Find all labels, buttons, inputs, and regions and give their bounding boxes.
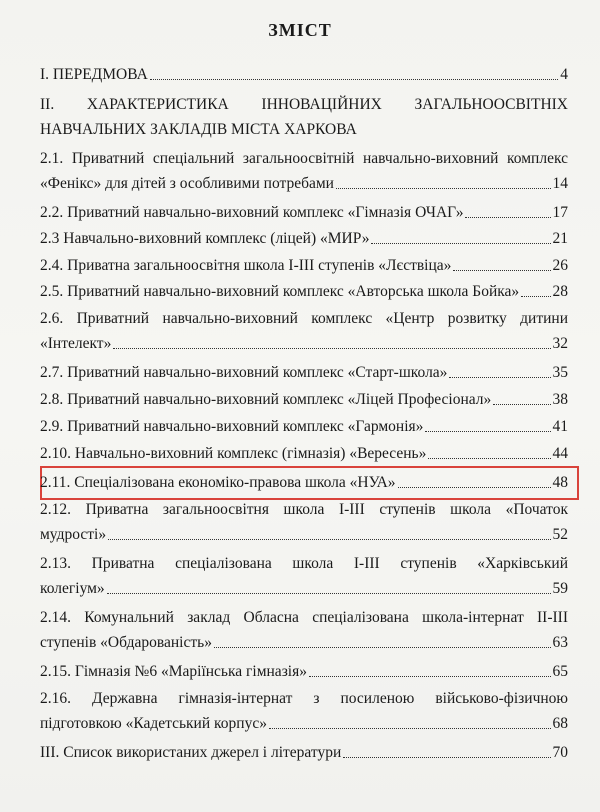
- page-number: 17: [552, 204, 568, 221]
- dot-leader: [113, 348, 550, 349]
- page-number: 52: [552, 526, 568, 543]
- toc-entry-text: ІІ. ХАРАКТЕРИСТИКА ІННОВАЦІЙНИХ ЗАГАЛЬНООСВІТНІХ: [40, 96, 568, 113]
- dot-leader: [309, 676, 551, 677]
- toc-line: [40, 441, 568, 466]
- toc-entry: [40, 360, 568, 385]
- toc-entry-text: 2.16. Державна гімназія-інтернат з посиленою військово-фізичною: [40, 690, 568, 707]
- toc-entry: [40, 387, 568, 412]
- toc-entry-text: 2.7. Приватний навчально-виховний комплекс «Старт-школа»: [40, 364, 448, 381]
- toc-entry: [40, 470, 568, 495]
- toc-entry-text: 2.4. Приватна загальноосвітня школа І-ІІІ ступенів «Лєствіца»: [40, 257, 452, 274]
- toc-line: [40, 630, 568, 655]
- page-number: 35: [552, 364, 568, 381]
- toc-line: [40, 470, 568, 495]
- dot-leader: [428, 458, 550, 459]
- page-title: ЗМІСТ: [268, 20, 332, 40]
- toc-entry: [40, 686, 568, 736]
- toc-entry: [40, 740, 568, 765]
- dot-leader: [465, 217, 550, 218]
- dot-leader: [343, 757, 550, 758]
- toc-entry: [40, 441, 568, 466]
- page-number: 48: [552, 474, 568, 491]
- toc-entry-text: 2.1. Приватний спеціальний загальноосвітній навчально-виховний комплекс: [40, 150, 568, 167]
- dot-leader: [425, 431, 550, 432]
- toc-entry-text: 2.14. Комунальний заклад Обласна спеціалізована школа-інтернат ІІ-ІІІ: [40, 609, 568, 626]
- toc-entry-text: підготовкою «Кадетський корпус»: [40, 715, 267, 732]
- page-number: 38: [552, 391, 568, 408]
- toc-entry: [40, 92, 568, 142]
- toc-entry: [40, 414, 568, 439]
- toc-line: [40, 171, 568, 196]
- toc-line: [40, 576, 568, 601]
- toc-entry-text: колегіум»: [40, 580, 105, 597]
- toc-entry: [40, 497, 568, 547]
- page-number: 59: [552, 580, 568, 597]
- page-number: 70: [552, 744, 568, 761]
- toc-line: [40, 226, 568, 251]
- dot-leader: [108, 539, 550, 540]
- dot-leader: [269, 728, 551, 729]
- toc-entry-text: 2.12. Приватна загальноосвітня школа І-ІІІ ступенів школа «Початок: [40, 501, 568, 518]
- toc-line: [40, 711, 568, 736]
- toc-entry: [40, 306, 568, 356]
- dot-leader: [521, 296, 550, 297]
- page-number: 41: [552, 418, 568, 435]
- toc-entry-text: «Інтелект»: [40, 335, 112, 352]
- toc-entry-text: 2.15. Гімназія №6 «Маріїнська гімназія»: [40, 663, 307, 680]
- toc-entry-text: НАВЧАЛЬНИХ ЗАКЛАДІВ МІСТА ХАРКОВА: [40, 121, 357, 138]
- toc-entry-text: мудрості»: [40, 526, 107, 543]
- toc-line: [40, 387, 568, 412]
- toc-line: [40, 360, 568, 385]
- toc-entry: [40, 146, 568, 196]
- dot-leader: [449, 377, 550, 378]
- toc-line: [40, 331, 568, 356]
- page-number: 68: [552, 715, 568, 732]
- page-number: 28: [552, 283, 568, 300]
- page-number: 63: [552, 634, 568, 651]
- dot-leader: [398, 487, 551, 488]
- toc-line: [40, 279, 568, 304]
- toc-line: [40, 414, 568, 439]
- toc-entry-text: І. ПЕРЕДМОВА: [40, 66, 148, 83]
- toc-entry-text: 2.2. Приватний навчально-виховний комплекс «Гімназія ОЧАГ»: [40, 204, 464, 221]
- toc-line: [40, 522, 568, 547]
- toc-entry: [40, 226, 568, 251]
- toc-entry: [40, 62, 568, 87]
- toc-entry-text: ІІІ. Список використаних джерел і літератури: [40, 744, 342, 761]
- toc-line: [40, 253, 568, 278]
- toc-entry-text: 2.3 Навчально-виховний комплекс (ліцей) «МИР»: [40, 230, 370, 247]
- toc-entry: [40, 551, 568, 601]
- toc-line: [40, 200, 568, 225]
- toc-entry: [40, 659, 568, 684]
- toc-line: [40, 659, 568, 684]
- toc-entry-text: 2.11. Спеціалізована економіко-правова школа «НУА»: [40, 474, 396, 491]
- toc-entry-text: 2.13. Приватна спеціалізована школа І-ІІІ ступенів «Харківський: [40, 555, 568, 572]
- page-number: 32: [552, 335, 568, 352]
- dot-leader: [493, 404, 550, 405]
- toc-entry-text: 2.5. Приватний навчально-виховний комплекс «Авторська школа Бойка»: [40, 283, 520, 300]
- dot-leader: [453, 270, 550, 271]
- page-number: 44: [552, 445, 568, 462]
- toc-entry-text: «Фенікс» для дітей з особливими потребами: [40, 175, 334, 192]
- toc-entry-text: 2.6. Приватний навчально-виховний комплекс «Центр розвитку дитини: [40, 310, 568, 327]
- dot-leader: [214, 647, 551, 648]
- toc-entry: [40, 605, 568, 655]
- page-number: 26: [552, 257, 568, 274]
- toc-entry-text: 2.9. Приватний навчально-виховний комплекс «Гармонія»: [40, 418, 424, 435]
- toc-entry-text: 2.8. Приватний навчально-виховний комплекс «Ліцей Професіонал»: [40, 391, 492, 408]
- dot-leader: [150, 79, 558, 80]
- toc-entry: [40, 200, 568, 225]
- toc-entry: [40, 279, 568, 304]
- dot-leader: [371, 243, 550, 244]
- page-number: 21: [552, 230, 568, 247]
- toc-entry-text: ступенів «Обдарованість»: [40, 634, 212, 651]
- page-number: 14: [552, 175, 568, 192]
- toc-line: [40, 62, 568, 87]
- dot-leader: [336, 188, 551, 189]
- toc-entry: [40, 253, 568, 278]
- dot-leader: [107, 593, 551, 594]
- page-number: 65: [552, 663, 568, 680]
- page-number: 4: [560, 66, 568, 83]
- toc-line: [40, 740, 568, 765]
- toc-entry-text: 2.10. Навчально-виховний комплекс (гімназія) «Вересень»: [40, 445, 427, 462]
